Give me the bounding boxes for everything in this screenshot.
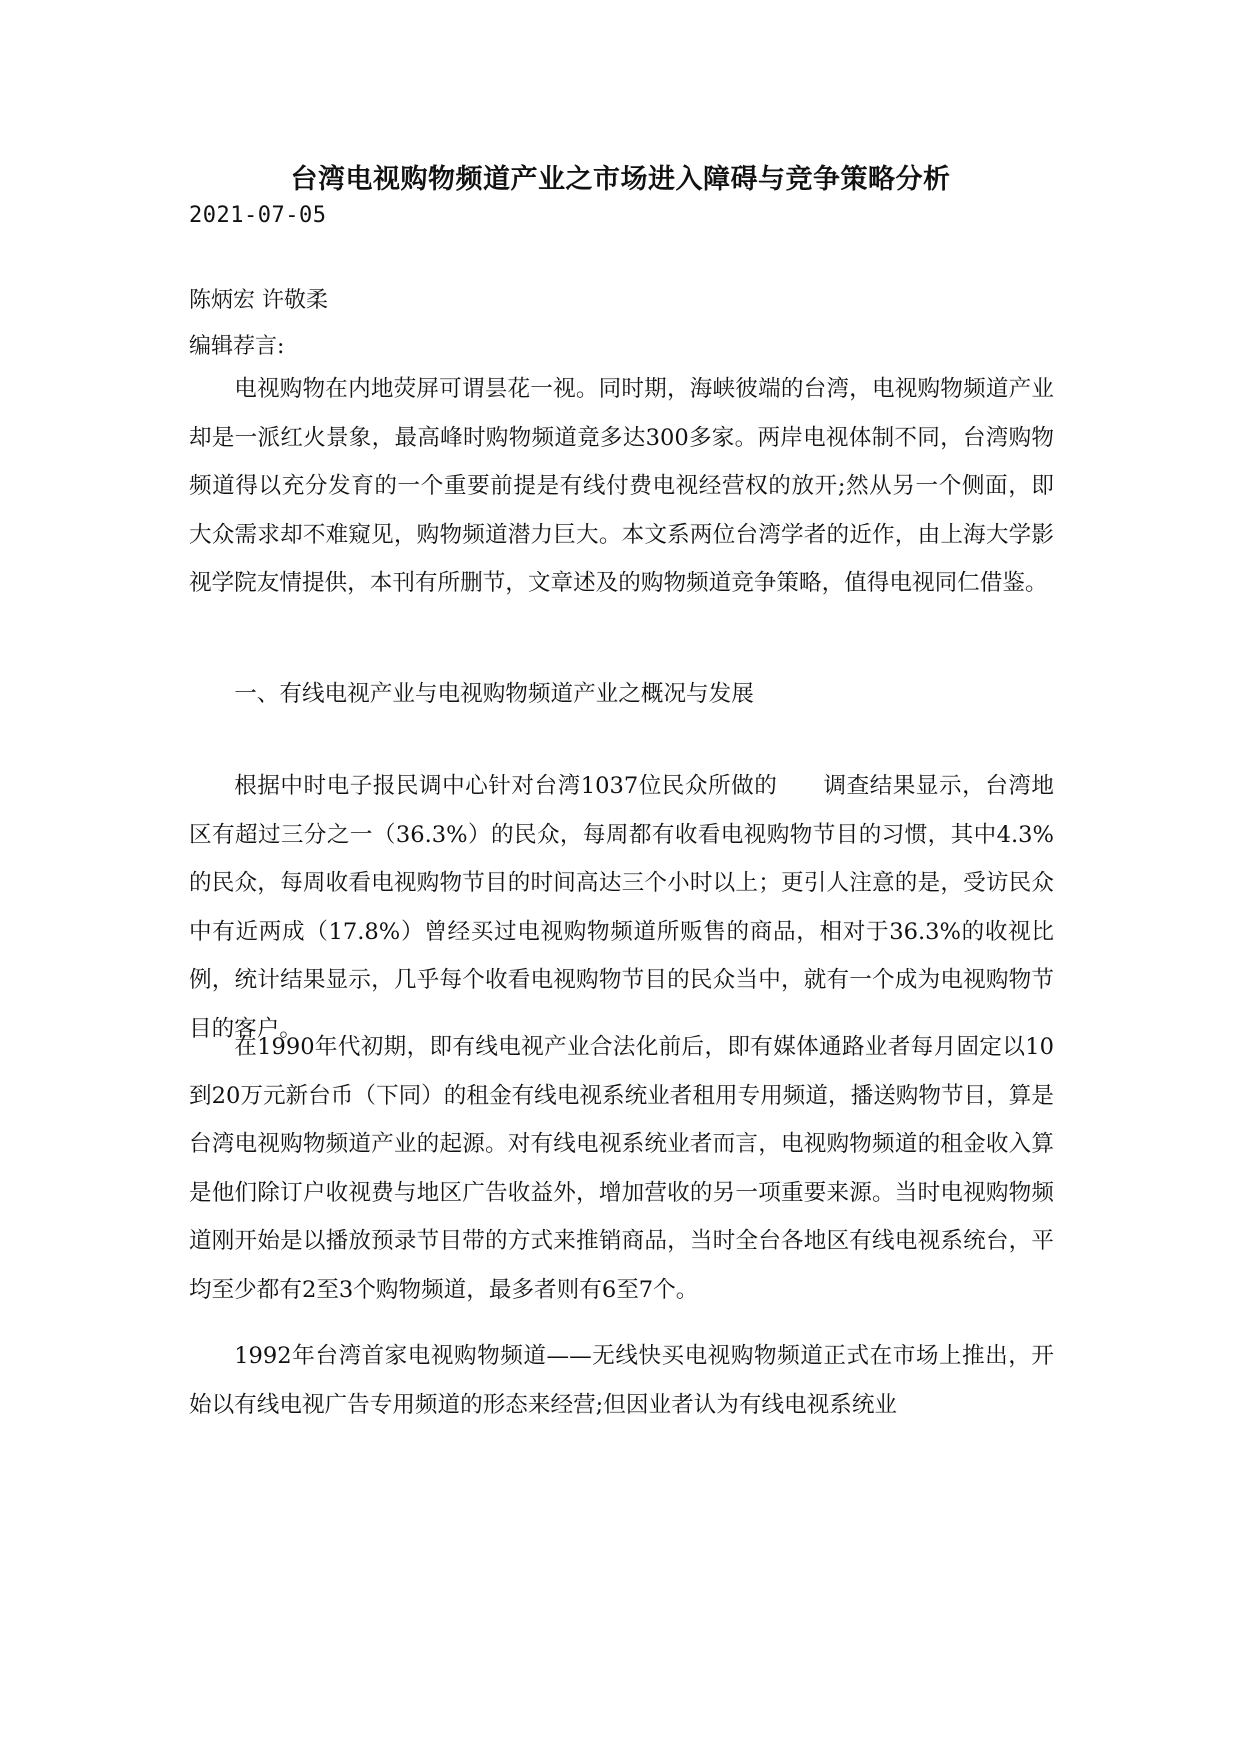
body-paragraph: 在1990年代初期，即有线电视产业合法化前后，即有媒体通路业者每月固定以10到20万元新台币（下同）的租金有线电视系统业者租用专用频道，播送购物节目，算是台湾电视购物频道产业的起源。对有线电视系统业者而言，电视购物频道的租金收入算是他们除订户收视费与地区广告收益外，增加营收的另一项重要来源。当时电视购物频道刚开始是以播放预录节目带的方式来推销商品，当时全台各地区有线电视系统台，平均至少都有2至3个购物频道，最多者则有6至7个。 [189,1034,1054,1303]
intro-paragraph: 电视购物在内地荧屏可谓昙花一视。同时期，海峡彼端的台湾，电视购物频道产业却是一派红火景象，最高峰时购物频道竟多达300多家。两岸电视体制不同，台湾购物频道得以充分发育的一个重要前提是有线付费电视经营权的放开;然从另一个侧面，即大众需求却不难窥见，购物频道潜力巨大。本文系两位台湾学者的近作，由上海大学影视学院友情提供，本刊有所删节，文章述及的购物频道竞争策略，值得电视同仁借鉴。 [189,376,1054,597]
body-paragraph: 根据中时电子报民调中心针对台湾1037位民众所做的 调查结果显示，台湾地区有超过三分之一（36.3%）的民众，每周都有收看电视购物节目的习惯，其中4.3%的民众，每周收看电视购物节目的时间高达三个小时以上；更引人注意的是，受访民众中有近两成（17.8%）曾经买过电视购物频道所贩售的商品，相对于36.3%的收视比例，统计结果显示，几乎每个收看电视购物节目的民众当中，就有一个成为电视购物节目的客户。 [189,773,1054,1042]
editor-note-label: 编辑荐言: [189,334,285,359]
page-title: 台湾电视购物频道产业之市场进入障碍与竞争策略分析 [290,164,951,195]
section-heading: 一、有线电视产业与电视购物频道产业之概况与发展 [234,681,754,707]
author-line: 陈炳宏 许敬柔 [189,288,328,313]
body-paragraph: 1992年台湾首家电视购物频道——无线快买电视购物频道正式在市场上推出，开始以有线电视广告专用频道的形态来经营;但因业者认为有线电视系统业 [189,1343,1054,1418]
publish-date: 2021-07-05 [189,203,327,228]
